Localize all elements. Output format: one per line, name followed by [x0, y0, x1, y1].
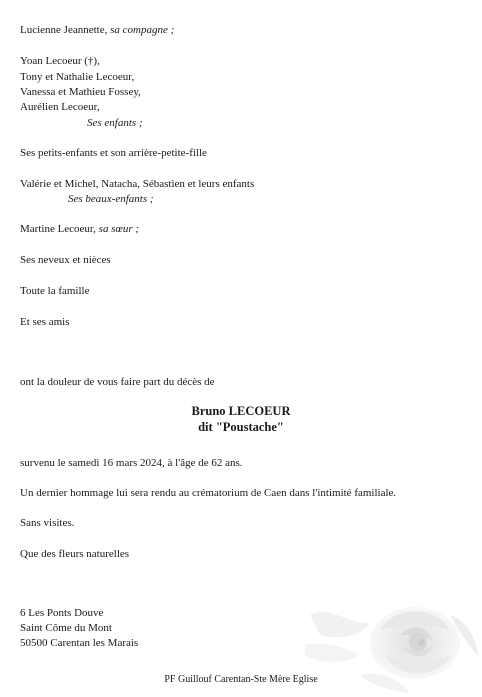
address-line-2: Saint Côme du Mont: [20, 622, 112, 634]
grandchildren-line: Ses petits-enfants et son arrière-petite-fille: [20, 147, 207, 159]
tribute-details: Un dernier hommage lui sera rendu au crématorium de Caen dans l'intimité familiale.: [20, 487, 397, 499]
in-laws-role: Ses beaux-enfants ;: [68, 193, 154, 205]
flowers-details: Que des fleurs naturelles: [20, 548, 130, 560]
deceased-nickname: dit "Poustache": [198, 420, 284, 434]
announcement-line: ont la douleur de vous faire part du décès de: [20, 376, 215, 388]
whole-family-line: Toute la famille: [20, 285, 90, 297]
sister-name: Martine Lecoeur,: [20, 223, 96, 235]
children-role: Ses enfants ;: [87, 117, 143, 129]
partner-line: [20, 23, 174, 37]
in-laws-line: Valérie et Michel, Natacha, Sébastien et leurs enfants: [20, 178, 255, 190]
nephews-line: Ses neveux et nièces: [20, 254, 111, 266]
death-details: survenu le samedi 16 mars 2024, à l'âge de 62 ans.: [20, 457, 243, 469]
sister-role: sa sœur ;: [98, 223, 140, 235]
child-3: Vanessa et Mathieu Fossey,: [20, 86, 141, 98]
sister-line: [20, 222, 139, 236]
child-1: Yoan Lecoeur (†),: [20, 55, 100, 67]
partner-name: Lucienne Jeannette,: [20, 24, 108, 36]
child-2: Tony et Nathalie Lecoeur,: [20, 71, 135, 83]
partner-role: sa compagne ;: [110, 24, 175, 36]
child-4: Aurélien Lecoeur,: [20, 101, 100, 113]
funeral-home-footer: PF Guillouf Carentan-Ste Mère Eglise: [164, 674, 318, 685]
deceased-name: Bruno LECOEUR: [191, 404, 291, 418]
visits-details: Sans visites.: [20, 517, 75, 529]
address-line-3: 50500 Carentan les Marais: [20, 637, 139, 649]
friends-line: Et ses amis: [20, 316, 70, 328]
address-line-1: 6 Les Ponts Douve: [20, 607, 104, 619]
